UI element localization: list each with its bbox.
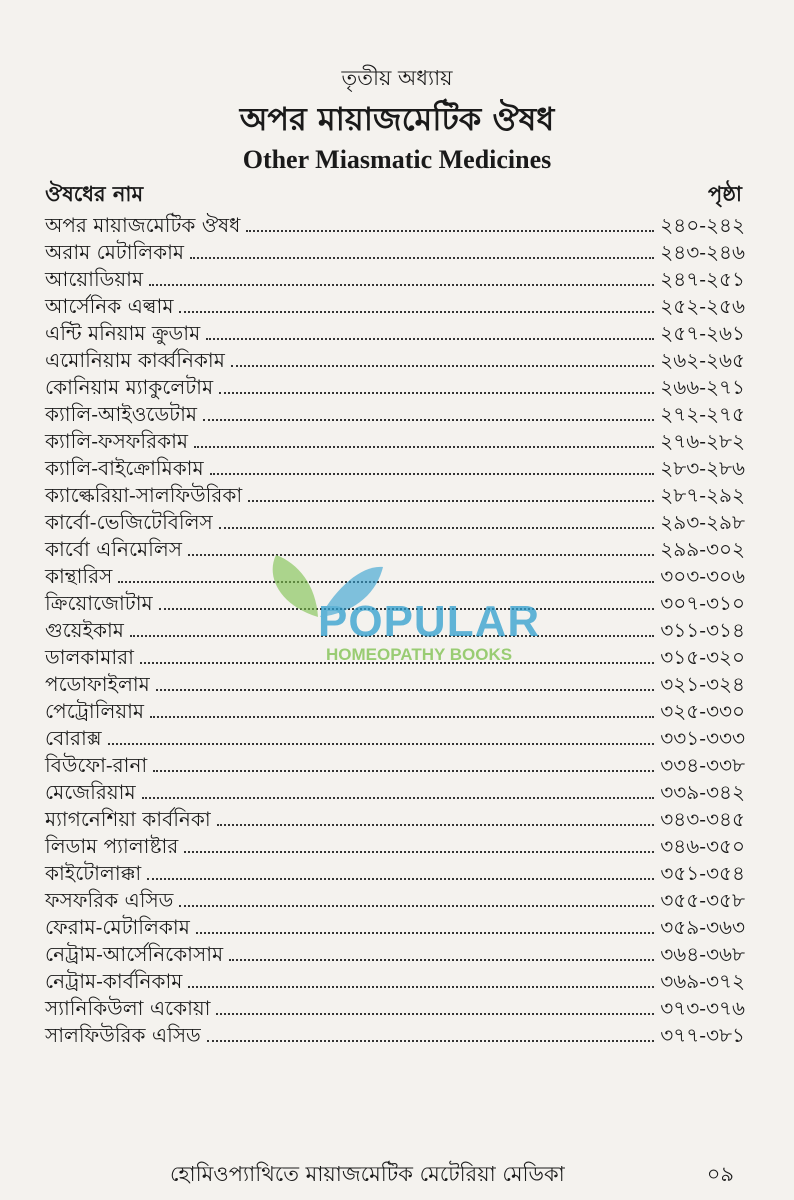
page-range: ৩৫৯-৩৬৩	[660, 915, 745, 939]
toc-entry	[45, 914, 745, 941]
medicine-name: এমোনিয়াম কার্ব্বনিকাম	[45, 348, 225, 372]
medicine-name: ক্যালি-বাইক্রোমিকাম	[45, 456, 204, 480]
medicine-name: ম্যাগনেশিয়া কার্বনিকা	[45, 807, 211, 831]
dot-leader	[156, 689, 655, 691]
dot-leader	[246, 230, 654, 232]
medicine-name: এন্টি মনিয়াম ক্রুডাম	[45, 321, 201, 345]
page-range: ৩০৩-৩০৬	[660, 564, 745, 588]
toc-entry	[45, 374, 745, 401]
page-range: ২৫৭-২৬১	[660, 321, 745, 345]
page-range: ৩৩১-৩৩৩	[660, 726, 745, 750]
toc-entry	[45, 995, 745, 1022]
chapter-label: তৃতীয় অধ্যায়	[341, 66, 453, 90]
page-range: ৩৫৫-৩৫৮	[660, 888, 745, 912]
medicine-name: অপর মায়াজমেটিক ঔষধ	[45, 213, 241, 237]
medicine-name: পেট্রোলিয়াম	[45, 699, 145, 723]
medicine-name: ক্যাল্কেরিয়া-সালফিউরিকা	[45, 483, 243, 507]
page-range: ২৪০-২৪২	[660, 213, 745, 237]
dot-leader	[203, 419, 654, 421]
page-range: ৩০৭-৩১০	[660, 591, 745, 615]
dot-leader	[231, 365, 654, 367]
medicine-name: নেট্রাম-আর্সেনিকোসাম	[45, 942, 224, 966]
dot-leader	[219, 392, 654, 394]
page-range: ২৭২-২৭৫	[660, 402, 745, 426]
medicine-name: আয়োডিয়াম	[45, 267, 144, 291]
dot-leader	[210, 473, 655, 475]
toc-entry	[45, 887, 745, 914]
page-range: ৩৭৩-৩৭৬	[660, 996, 745, 1020]
toc-entry	[45, 428, 745, 455]
publisher-watermark	[258, 545, 558, 665]
toc-entry	[45, 293, 745, 320]
dot-leader	[194, 446, 654, 448]
page-range: ৩১৫-৩২০	[660, 645, 745, 669]
dot-leader	[190, 257, 654, 259]
column-header-name: ঔষধের নাম	[45, 181, 144, 206]
toc-entry	[45, 779, 745, 806]
dot-leader	[147, 878, 654, 880]
medicine-name: ক্যালি-ফসফরিকাম	[45, 429, 189, 453]
page-range: ৩১১-৩১৪	[660, 618, 745, 642]
medicine-name: সালফিউরিক এসিড	[45, 1023, 201, 1047]
medicine-name: কার্বো এনিমেলিস	[45, 537, 182, 561]
dot-leader	[216, 1013, 654, 1015]
page-range: ৩৫১-৩৫৪	[660, 861, 745, 885]
toc-entry	[45, 752, 745, 779]
dot-leader	[179, 905, 654, 907]
medicine-name: লিডাম প্যালাষ্টার	[45, 834, 179, 858]
page-range: ৩৪৩-৩৪৫	[660, 807, 745, 831]
medicine-name: বোরাক্স	[45, 726, 102, 750]
toc-entry	[45, 833, 745, 860]
page-range: ২৯৩-২৯৮	[660, 510, 745, 534]
dot-leader	[153, 770, 654, 772]
toc-entry	[45, 941, 745, 968]
medicine-name: মেজেরিয়াম	[45, 780, 136, 804]
medicine-name: পডোফাইলাম	[45, 672, 150, 696]
page-range: ৩২১-৩২৪	[660, 672, 745, 696]
dot-leader	[219, 527, 655, 529]
medicine-name: কাইটোলাক্কা	[45, 861, 142, 885]
medicine-name: কোনিয়াম ম্যাকুলেটাম	[45, 375, 214, 399]
page-range: ২৭৬-২৮২	[660, 429, 745, 453]
page-range: ৩৩৯-৩৪২	[660, 780, 745, 804]
dot-leader	[150, 716, 654, 718]
toc-entry	[45, 455, 745, 482]
medicine-name: ক্রিয়োজোটাম	[45, 591, 153, 615]
dot-leader	[229, 959, 654, 961]
medicine-name: ক্যালি-আইওডেটাম	[45, 402, 197, 426]
dot-leader	[248, 500, 654, 502]
dot-leader	[207, 1040, 654, 1042]
dot-leader	[206, 338, 654, 340]
page-range: ২৬৬-২৭১	[660, 375, 745, 399]
toc-entry	[45, 806, 745, 833]
page-title-bengali: অপর মায়াজমেটিক ঔষধ	[239, 100, 555, 138]
page-range: ৩৩৪-৩৩৮	[660, 753, 745, 777]
toc-entry	[45, 401, 745, 428]
medicine-name: ডালকামারা	[45, 645, 134, 669]
toc-entry	[45, 1022, 745, 1049]
page-range: ৩৭৭-৩৮১	[660, 1023, 745, 1047]
dot-leader	[142, 797, 655, 799]
toc-entry	[45, 860, 745, 887]
watermark-line2: HOMEOPATHY BOOKS	[326, 645, 513, 664]
toc-entry	[45, 725, 745, 752]
page-range: ২৮৭-২৯২	[660, 483, 745, 507]
medicine-name: বিউফো-রানা	[45, 753, 148, 777]
medicine-name: অরাম মেটালিকাম	[45, 240, 185, 264]
toc-entry	[45, 212, 745, 239]
toc-entry	[45, 266, 745, 293]
medicine-name: স্যানিকিউলা একোয়া	[45, 996, 211, 1020]
medicine-name: আর্সেনিক এল্বাম	[45, 294, 174, 318]
page-range: ৩৪৬-৩৫০	[660, 834, 745, 858]
toc-entry	[45, 698, 745, 725]
toc-entry	[45, 671, 745, 698]
medicine-name: ফেরাম-মেটালিকাম	[45, 915, 190, 939]
page-range: ৩৬৪-৩৬৮	[660, 942, 745, 966]
toc-entry	[45, 482, 745, 509]
page-number: ০৯	[706, 1162, 734, 1186]
page-range: ২৪৩-২৪৬	[660, 240, 745, 264]
toc-entry	[45, 968, 745, 995]
dot-leader	[179, 311, 654, 313]
column-header-page: পৃষ্ঠা	[707, 181, 742, 206]
dot-leader	[196, 932, 654, 934]
medicine-name: কার্বো-ভেজিটেবিলিস	[45, 510, 213, 534]
footer-book-title: হোমিওপ্যাথিতে মায়াজমেটিক মেটেরিয়া মেডিকা	[170, 1162, 565, 1186]
dot-leader	[149, 284, 654, 286]
page-range: ২৬২-২৬৫	[660, 348, 745, 372]
page-range: ৩২৫-৩৩০	[660, 699, 745, 723]
toc-entry	[45, 239, 745, 266]
page-range: ৩৬৯-৩৭২	[660, 969, 745, 993]
toc-entry	[45, 509, 745, 536]
watermark-line1: POPULAR	[318, 597, 541, 646]
page-title-english: Other Miasmatic Medicines	[242, 145, 552, 174]
medicine-name: কান্থারিস	[45, 564, 113, 588]
dot-leader	[188, 986, 654, 988]
medicine-name: গুয়েইকাম	[45, 618, 124, 642]
dot-leader	[108, 743, 655, 745]
page-range: ২৯৯-৩০২	[660, 537, 745, 561]
medicine-name: নেট্রাম-কার্বনিকাম	[45, 969, 183, 993]
toc-entry	[45, 320, 745, 347]
page-range: ২৫২-২৫৬	[660, 294, 745, 318]
page-range: ২৮৩-২৮৬	[660, 456, 745, 480]
dot-leader	[217, 824, 655, 826]
dot-leader	[184, 851, 654, 853]
medicine-name: ফসফরিক এসিড	[45, 888, 174, 912]
toc-entry	[45, 347, 745, 374]
page-range: ২৪৭-২৫১	[660, 267, 745, 291]
